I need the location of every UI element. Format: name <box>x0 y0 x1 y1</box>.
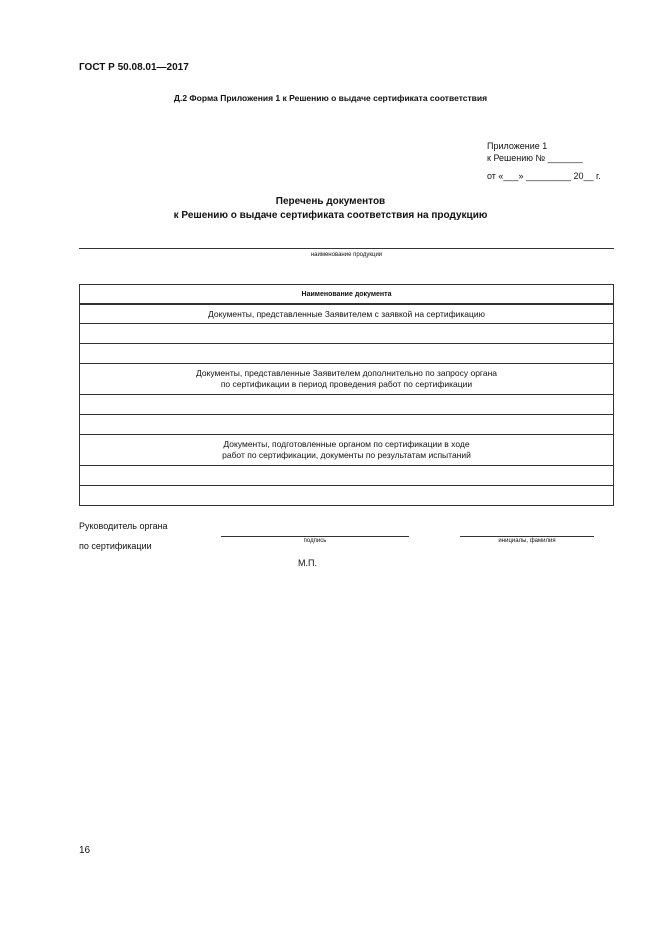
document-header: ГОСТ Р 50.08.01—2017 <box>79 62 189 73</box>
annex-date-line: от «___» _________ 20__ г. <box>487 171 601 181</box>
section-certification-body-documents <box>80 435 614 466</box>
signatory-label-line-2: по сертификации <box>79 541 152 551</box>
section-title: Д.2 Форма Приложения 1 к Решению о выдаче сертификата соответствия <box>173 93 488 103</box>
table-header-row <box>80 285 614 304</box>
table-cell <box>80 324 614 344</box>
table-cell <box>80 486 614 506</box>
table-row <box>80 486 614 506</box>
table-row <box>80 415 614 435</box>
signature-caption: подпись <box>303 538 327 544</box>
product-name-caption: наименование продукции <box>310 252 383 258</box>
table-cell <box>80 466 614 486</box>
page-number: 16 <box>79 845 91 856</box>
table-cell <box>80 395 614 415</box>
section3-line-2: работ по сертификации, документы по результатам испытаний <box>222 450 471 460</box>
signature-line <box>221 536 409 537</box>
table-row <box>80 305 614 324</box>
name-line <box>460 536 594 537</box>
document-title <box>0 195 661 223</box>
table-row <box>80 466 614 486</box>
annex-block <box>487 140 583 164</box>
section-additional-documents <box>80 364 614 395</box>
title-line-2: к Решению о выдаче сертификата соответствия на продукцию <box>173 210 488 221</box>
documents-table <box>79 284 614 506</box>
table-cell <box>80 344 614 364</box>
table-row <box>80 435 614 466</box>
product-name-line <box>79 248 614 249</box>
name-caption: инициалы, фамилия <box>498 538 556 544</box>
title-line-1: Перечень документов <box>275 196 386 207</box>
table-row <box>80 344 614 364</box>
stamp-placeholder: М.П. <box>298 558 317 568</box>
annex-line-2: к Решению № _______ <box>487 153 583 163</box>
section2-line-1: Документы, представленные Заявителем дополнительно по запросу органа <box>196 368 497 378</box>
table-row <box>80 324 614 344</box>
annex-line-1: Приложение 1 <box>487 141 548 151</box>
signatory-label-line-1: Руководитель органа <box>79 521 168 531</box>
table-cell <box>80 415 614 435</box>
table-row <box>80 364 614 395</box>
section2-line-2: по сертификации в период проведения работ по сертификации <box>220 379 473 389</box>
section3-line-1: Документы, подготовленные органом по сертификации в ходе <box>223 439 470 449</box>
table-row <box>80 395 614 415</box>
section-applicant-documents: Документы, представленные Заявителем с заявкой на сертификацию <box>80 305 614 324</box>
table-header-cell: Наименование документа <box>80 285 614 304</box>
